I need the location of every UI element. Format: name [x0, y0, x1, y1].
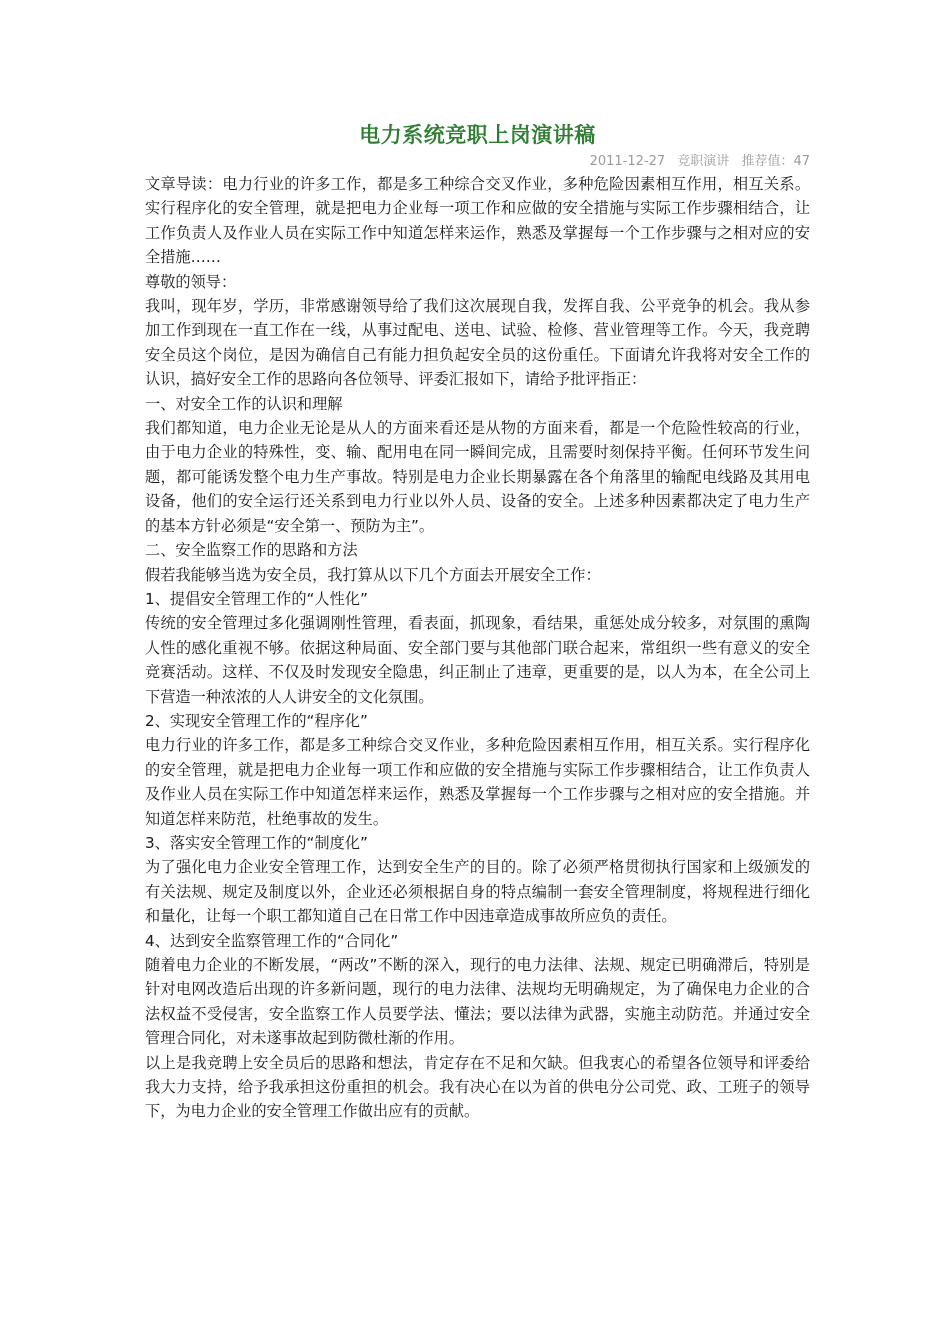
paragraph: 电力行业的许多工作，都是多工种综合交叉作业，多种危险因素相互作用，相互关系。实行程序化的安全管理，就是把电力企业每一项工作和应做的安全措施与实际工作步骤相结合，让工作负责人及作业人员在实际工作中知道怎样来运作，熟悉及掌握每一个工作步骤与之相对应的安全措施。并知道怎样来防范，杜绝事故的发生。 [145, 736, 810, 828]
section-heading: 一、对安全工作的认识和理解 [145, 394, 343, 413]
salutation: 尊敬的领导： [145, 272, 237, 291]
subsection-heading: 3、落实安全管理工作的“制度化” [145, 833, 368, 852]
article-meta [145, 152, 810, 172]
article-body [145, 172, 810, 1124]
paragraph: 为了强化电力企业安全管理工作，达到安全生产的目的。除了必须严格贯彻执行国家和上级颁发的有关法规、规定及制度以外，企业还必须根据自身的特点编制一套安全管理制度，将规程进行细化和量化，让每一个职工都知道自己在日常工作中因违章造成事故所应负的责任。 [145, 858, 810, 926]
paragraph: 我叫，现年岁，学历，非常感谢领导给了我们这次展现自我，发挥自我、公平竞争的机会。我从参加工作到现在一直工作在一线，从事过配电、送电、试验、检修、营业管理等工作。今天，我竞聘安全员这个岗位，是因为确信自己有能力担负起安全员的这份重任。下面请允许我将对安全工作的认识，搞好安全工作的思路向各位领导、评委汇报如下，请给予批评指正： [145, 297, 810, 389]
article [145, 118, 810, 1124]
subsection-heading: 1、提倡安全管理工作的“人性化” [145, 589, 368, 608]
subsection-heading: 2、实现安全管理工作的“程序化” [145, 711, 368, 730]
article-category: 竞职演讲 [677, 154, 730, 169]
paragraph: 我们都知道，电力企业无论是从人的方面来看还是从物的方面来看，都是一个危险性较高的行业，由于电力企业的特殊性，变、输、配用电在同一瞬间完成，且需要时刻保持平衡。任何环节发生问题，都可能诱发整个电力生产事故。特别是电力企业长期暴露在各个角落里的输配电线路及其用电设备，他们的安全运行还关系到电力行业以外人员、设备的安全。上述多种因素都决定了电力生产的基本方针必须是“安全第一、预防为主”。 [145, 419, 810, 535]
paragraph: 传统的安全管理过多化强调刚性管理，看表面，抓现象，看结果，重惩处成分较多，对氛围的熏陶人性的感化重视不够。依据这种局面、安全部门要与其他部门联合起来，常组织一些有意义的安全竞赛活动。这样、不仅及时发现安全隐患，纠正制止了违章，更重要的是，以人为本，在全公司上下营造一种浓浓的人人讲安全的文化氛围。 [145, 614, 810, 706]
article-date: 2011-12-27 [589, 154, 666, 169]
paragraph: 假若我能够当选为安全员，我打算从以下几个方面去开展安全工作： [145, 565, 601, 584]
closing-paragraph: 以上是我竞聘上安全员后的思路和想法，肯定存在不足和欠缺。但我衷心的希望各位领导和评委给我大力支持，给予我承担这份重担的机会。我有决心在以为首的供电分公司党、政、工班子的领导下，为电力企业的安全管理工作做出应有的贡献。 [145, 1053, 810, 1121]
article-intro: 文章导读：电力行业的许多工作，都是多工种综合交叉作业，多种危险因素相互作用，相互关系。实行程序化的安全管理，就是把电力企业每一项工作和应做的安全措施与实际工作步骤相结合，让工作负责人及作业人员在实际工作中知道怎样来运作，熟悉及掌握每一个工作步骤与之相对应的安全措施…… [145, 175, 810, 267]
paragraph: 随着电力企业的不断发展，“两改”不断的深入，现行的电力法律、法规、规定已明确滞后，特别是针对电网改造后出现的许多新问题，现行的电力法律、法规均无明确规定，为了确保电力企业的合法权益不受侵害，安全监察工作人员要学法、懂法；要以法律为武器，实施主动防范。并通过安全管理合同化，对未遂事故起到防微杜渐的作用。 [145, 956, 810, 1048]
article-title: 电力系统竞职上岗演讲稿 [359, 123, 596, 147]
section-heading: 二、安全监察工作的思路和方法 [145, 541, 358, 560]
article-rating: 推荐值：47 [741, 154, 810, 169]
subsection-heading: 4、达到安全监察管理工作的“合同化” [145, 931, 399, 950]
